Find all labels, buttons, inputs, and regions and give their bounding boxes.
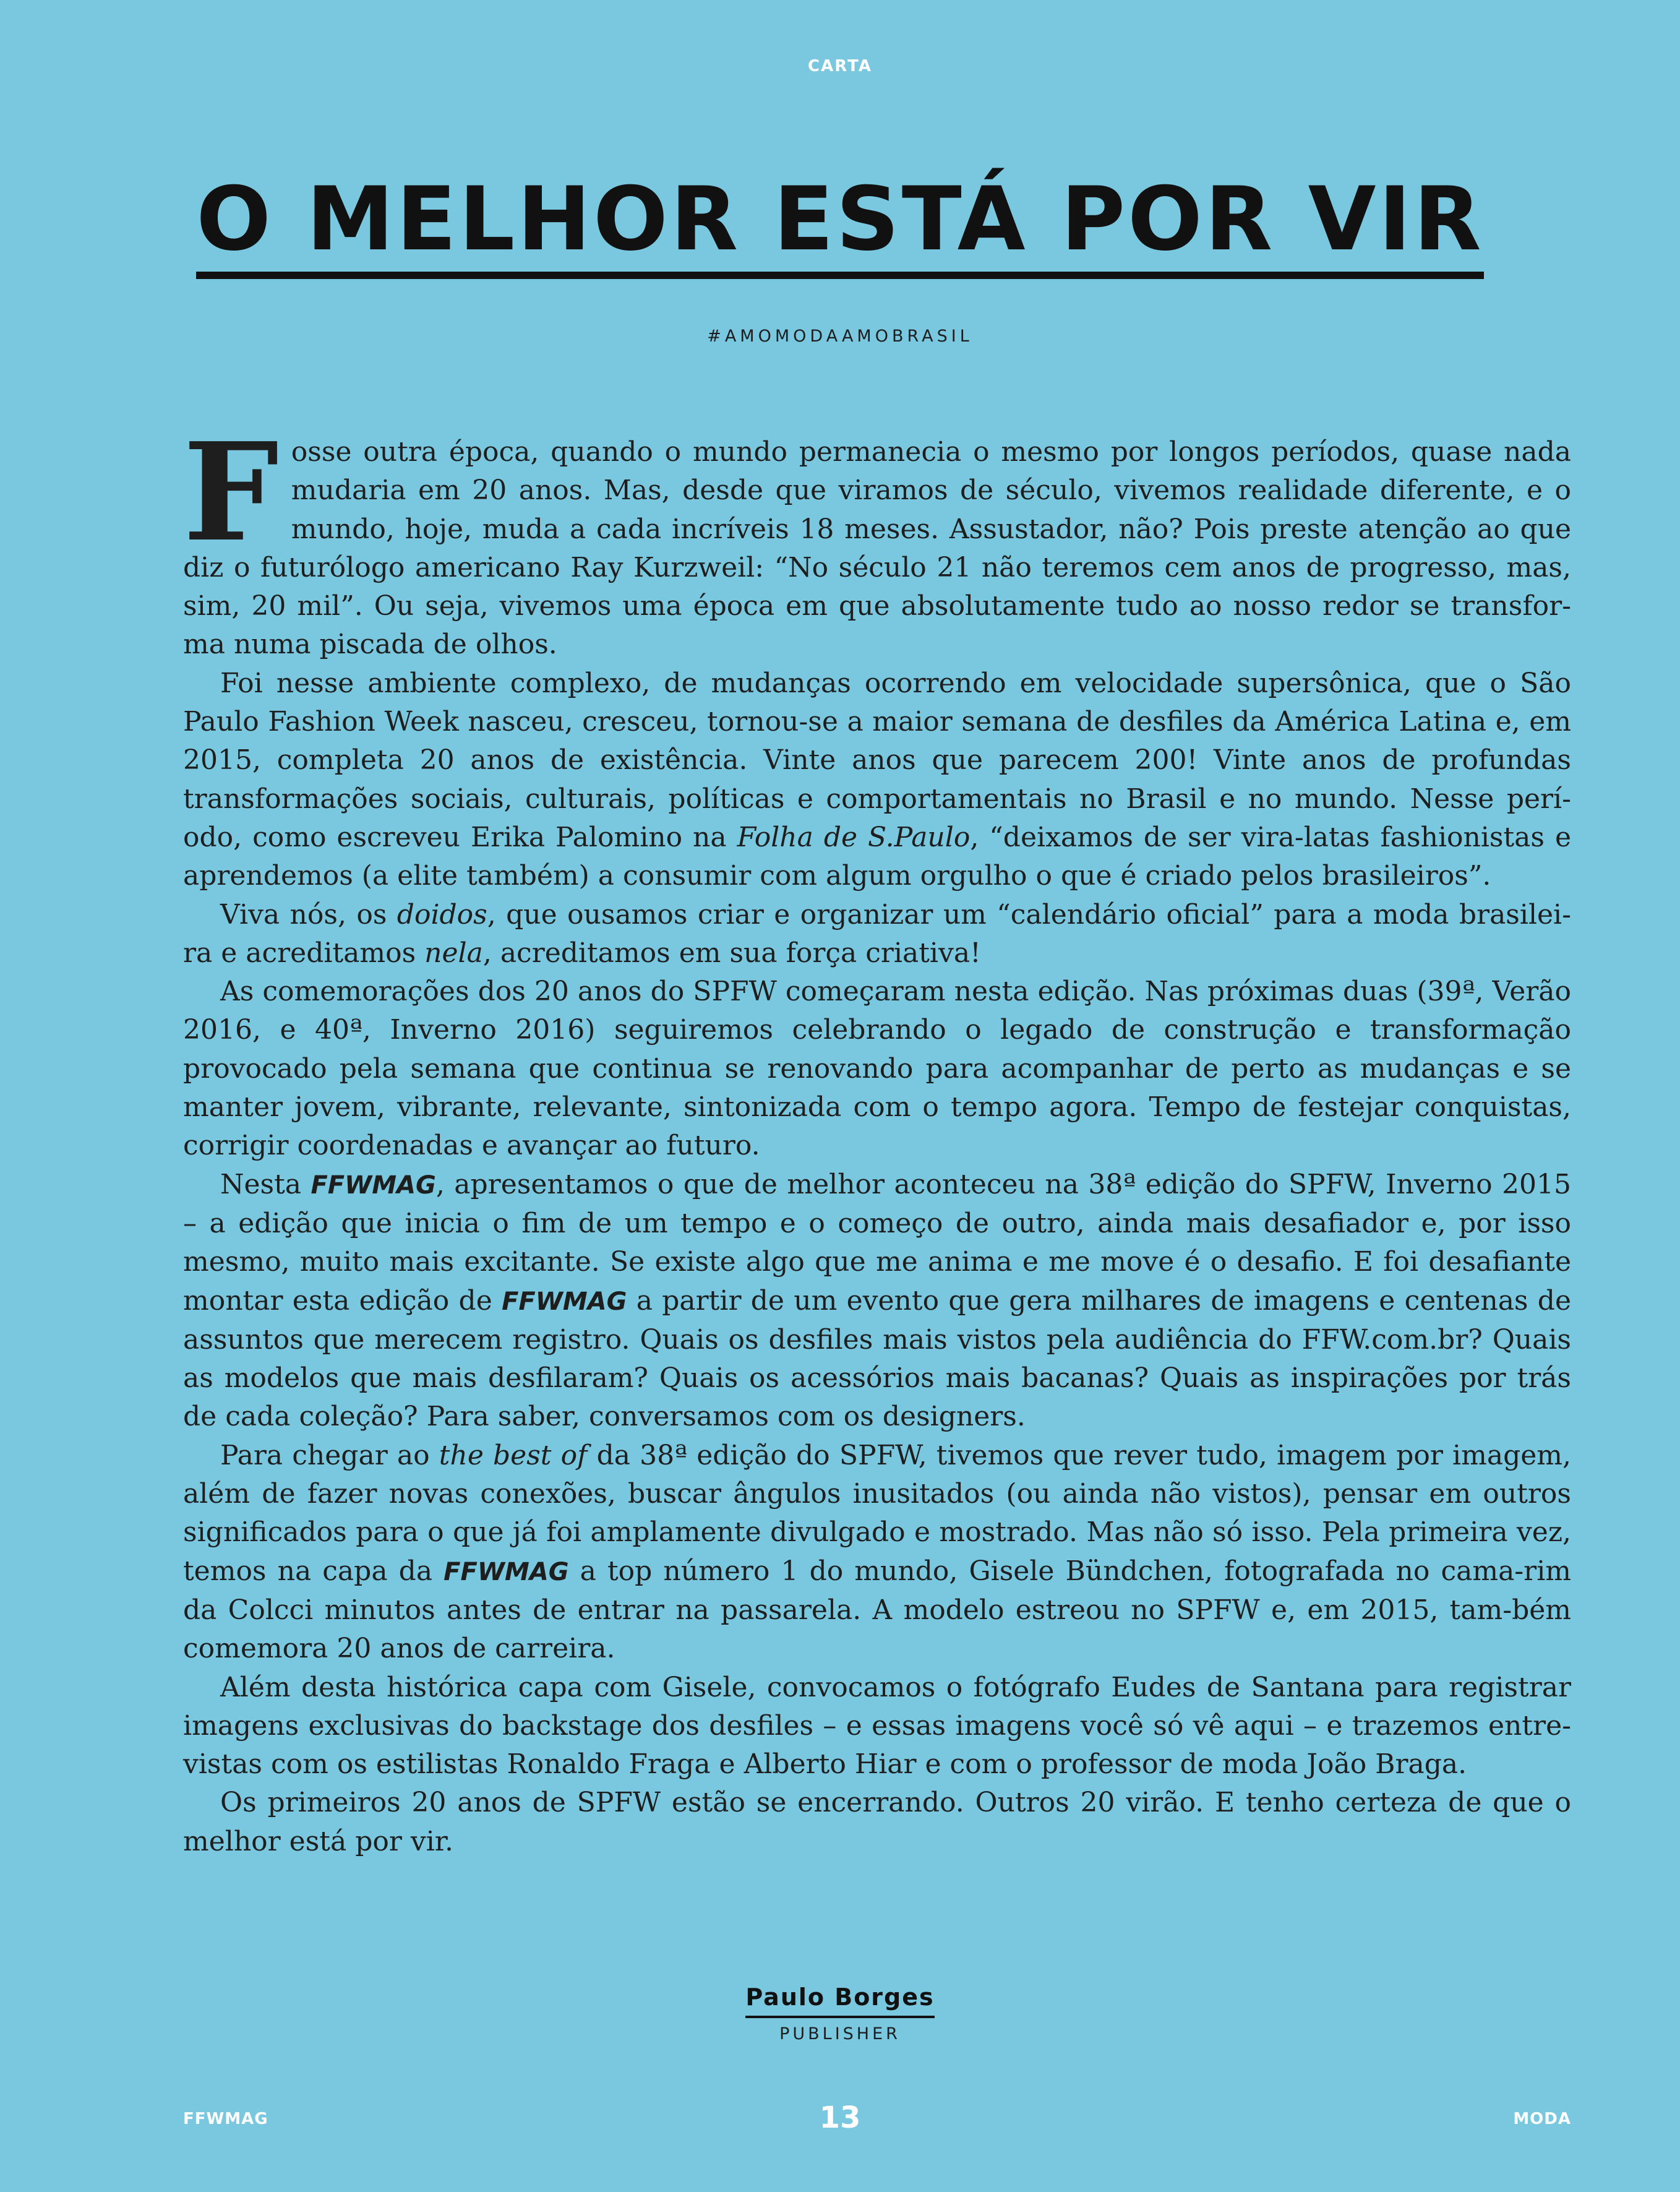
paragraph-7: Além desta histórica capa com Gisele, convocamos o fotógrafo Eudes de Santana para registrar imagens exclusivas do backstage dos desfiles – e essas imagens você só vê aqui – e trazemos entre-vistas com os estilistas Ronaldo Fraga e Alberto Hiar e com o professor de moda João Braga. (183, 1671, 1571, 1781)
paragraph-4: As comemorações dos 20 anos do SPFW começaram nesta edição. Nas próximas duas (39ª, Verão 2016, e 40ª, Inverno 2016) seguiremos celebrando o legado de construção e transformação provocado pela semana que continua se renovando para acompanhar de perto as mudanças e se manter jovem, vibrante, relevante, sintonizada com o tempo agora. Tempo de festejar conquistas, corrigir coordenadas e avançar ao futuro. (183, 976, 1571, 1162)
footer-section-name: MODA (1513, 2110, 1571, 2128)
brand-name: FFWMAG (502, 1287, 627, 1316)
paragraph-6: Para chegar ao the best of da 38ª edição do SPFW, tivemos que rever tudo, imagem por imagem, além de fazer novas conexões, buscar ângulos inusitados (ou ainda não vistos), pensar em outros significados para o que já foi amplamente divulgado e mostrado. Mas não só isso. Pela primeira vez, temos na capa da FFWMAG a top número 1 do mundo, Gisele Bündchen, fotografada no cama-rim da Colcci minutos antes de entrar na passarela. A modelo estreou no SPFW e, em 2015, tam-bém comemora 20 anos de carreira. (183, 1439, 1571, 1665)
article-body (183, 413, 1572, 1861)
drop-cap: F (183, 413, 279, 572)
brand-name: FFWMAG (311, 1171, 436, 1200)
author-name: Paulo Borges (745, 1984, 934, 2018)
paragraph-3: Viva nós, os doidos, que ousamos criar e organizar um “calendário oficial” para a moda brasilei-ra e acreditamos nela, acreditamos em sua força criativa! (183, 898, 1571, 969)
hashtag: #AMOMODAAMOBRASIL (707, 327, 973, 346)
author-signature (0, 1984, 1680, 2044)
footer-magazine-name: FFWMAG (183, 2110, 268, 2128)
paragraph-2: Foi nesse ambiente complexo, de mudanças ocorrendo em velocidade supersônica, que o São Paulo Fashion Week nasceu, cresceu, tornou-se a maior semana de desfiles da América Latina e, em 2015, completa 20 anos de existência. Vinte anos que parecem 200! Vinte anos de profundas transformações sociais, culturais, políticas e comportamentais no Brasil e no mundo. Nesse perí-odo, como escreveu Erika Palomino na Folha de S.Paulo, “deixamos de ser vira-latas fashionistas e aprendemos (a elite também) a consumir com algum orgulho o que é criado pelos brasileiros”. (183, 667, 1571, 892)
page-title: O MELHOR ESTÁ POR VIR (196, 170, 1483, 279)
paragraph-1: Fosse outra época, quando o mundo permanecia o mesmo por longos períodos, quase nada mudaria em 20 anos. Mas, desde que viramos de século, vivemos realidade diferente, e o mundo, hoje, muda a cada incríveis 18 meses. Assustador, não? Pois preste atenção ao que diz o futurólogo americano Ray Kurzweil: “No século 21 não teremos cem anos de progresso, mas, sim, 20 mil”. Ou seja, vivemos uma época em que absolutamente tudo ao nosso redor se transfor-ma numa piscada de olhos. (183, 413, 1571, 661)
brand-name: FFWMAG (444, 1557, 569, 1586)
paragraph-5: Nesta FFWMAG, apresentamos o que de melhor aconteceu na 38ª edição do SPFW, Inverno 2015 – a edição que inicia o fim de um tempo e o começo de outro, ainda mais desafiador e, por isso mesmo, muito mais excitante. Se existe algo que me anima e me move é o desafio. E foi desafiante montar esta edição de FFWMAG a partir de um evento que gera milhares de imagens e centenas de assuntos que merecem registro. Quais os desfiles mais vistos pela audiência do FFW.com.br? Quais as modelos que mais desfilaram? Quais os acessórios mais bacanas? Quais as inspirações por trás de cada coleção? Para saber, conversamos com os designers. (183, 1168, 1572, 1433)
section-label: CARTA (808, 57, 872, 75)
headline-block (0, 170, 1680, 279)
author-role: PUBLISHER (779, 2024, 901, 2044)
publication-name: Folha de S.Paulo (737, 821, 971, 853)
paragraph-8: Os primeiros 20 anos de SPFW estão se encerrando. Outros 20 virão. E tenho certeza de que o melhor está por vir. (183, 1787, 1571, 1857)
page-number: 13 (819, 2100, 861, 2135)
